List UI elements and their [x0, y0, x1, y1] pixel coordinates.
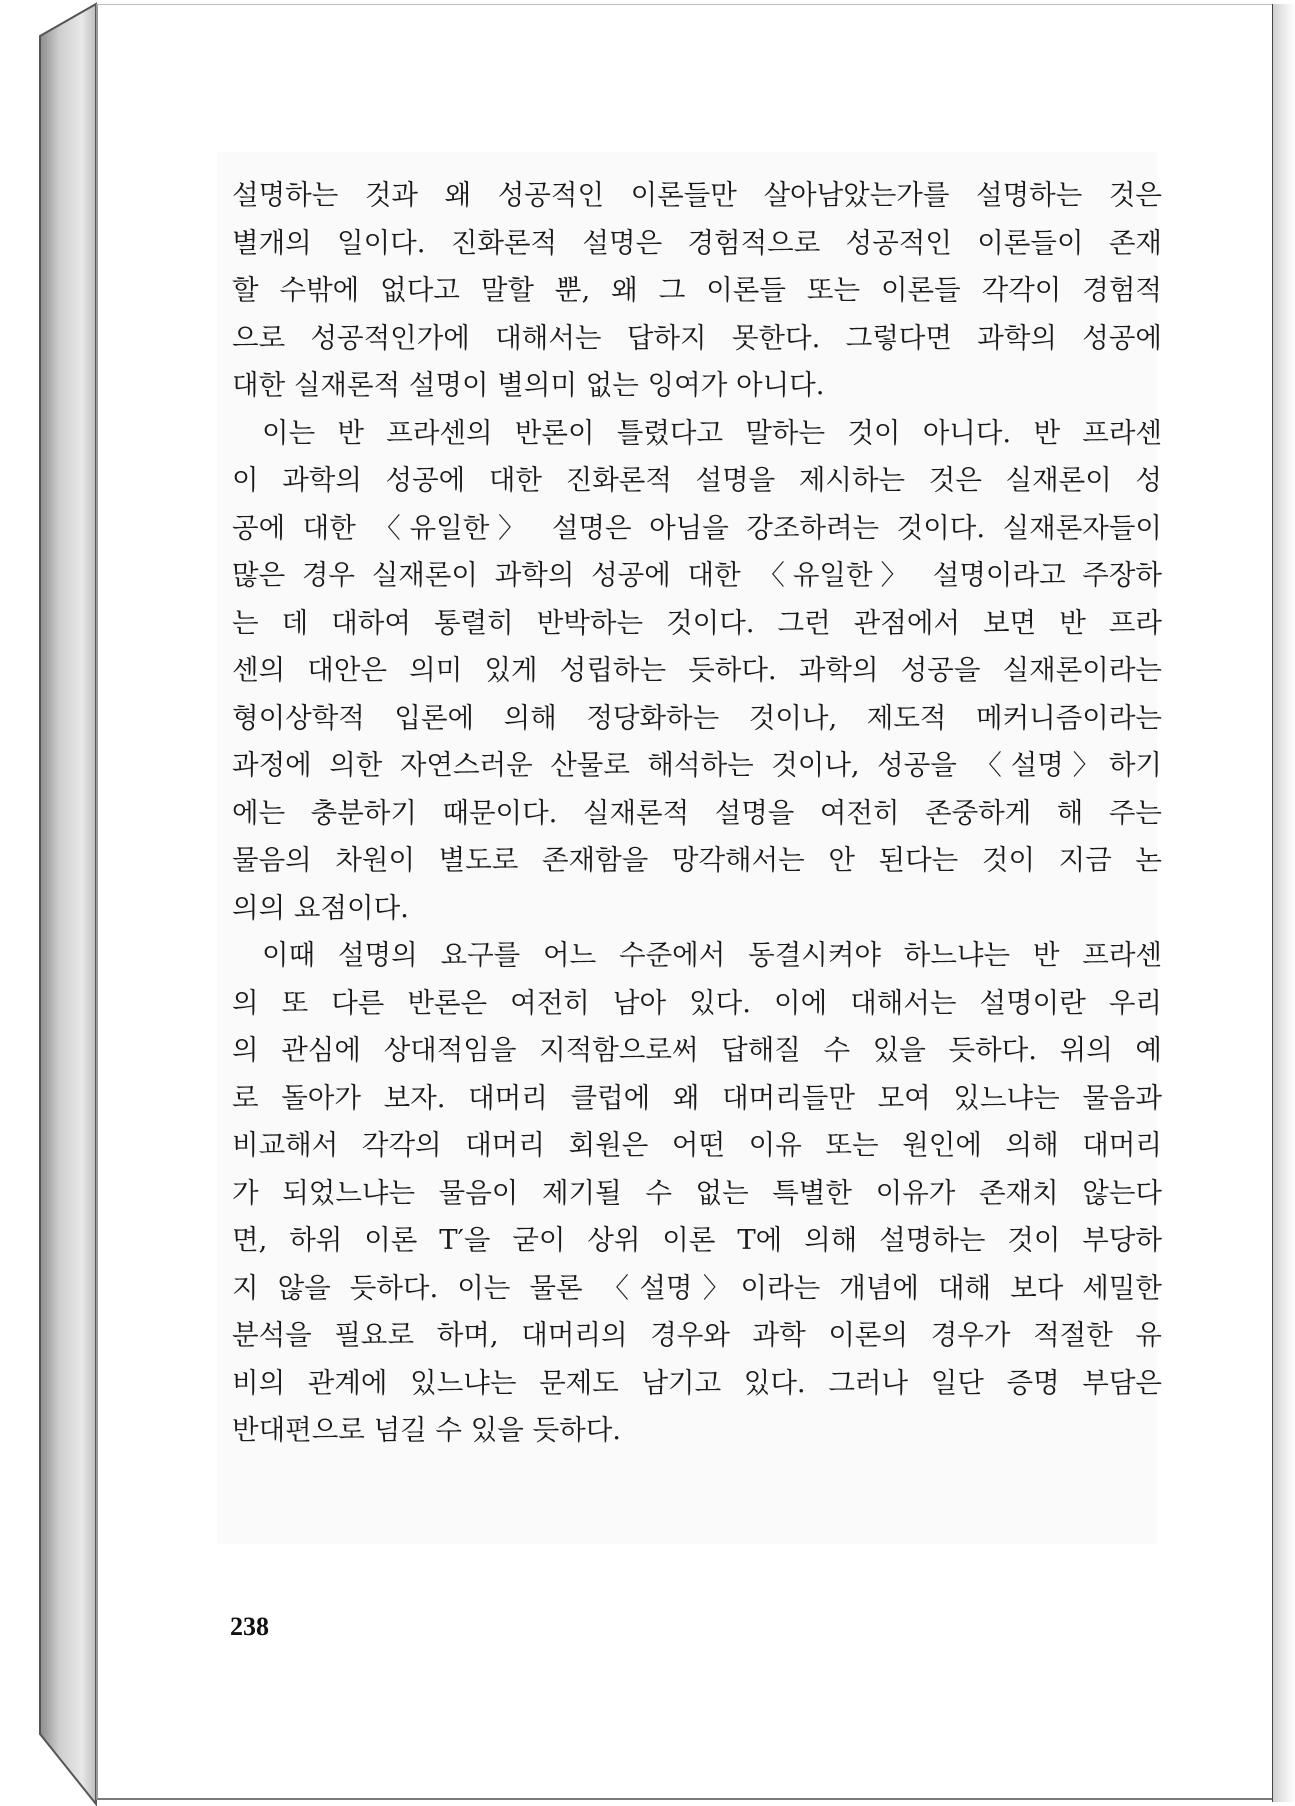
text-line: 지 않을 듯하다. 이는 물론 〈설명〉이라는 개념에 대해 보다 세밀한	[232, 1271, 1162, 1304]
text-line: 공에 대한 〈유일한〉 설명은 아님을 강조하려는 것이다. 실재론자들이	[232, 511, 1162, 544]
page-edge-shadow	[1272, 4, 1295, 1802]
text-line: 비의 관계에 있느냐는 문제도 남기고 있다. 그러나 일단 증명 부담은	[232, 1366, 1162, 1399]
text-line: 대한 실재론적 설명이 별의미 없는 잉여가 아니다.	[232, 369, 825, 401]
body-text	[232, 172, 1162, 1455]
text-line: 설명하는 것과 왜 성공적인 이론들만 살아남았는가를 설명하는 것은	[232, 179, 1162, 211]
text-line: 로 돌아가 보자. 대머리 클럽에 왜 대머리들만 모여 있느냐는 물음과	[232, 1081, 1162, 1114]
text-line: 별개의 일이다. 진화론적 설명은 경험적으로 성공적인 이론들이 존재	[232, 226, 1162, 259]
text-line: 이때 설명의 요구를 어느 수준에서 동결시켜야 하느냐는 반 프라센	[262, 939, 1162, 971]
paragraph-2	[232, 410, 1162, 933]
text-line: 많은 경우 실재론이 과학의 성공에 대한 〈유일한〉 설명이라고 주장하	[232, 559, 1162, 591]
text-line: 비교해서 각각의 대머리 회원은 어떤 이유 또는 원인에 의해 대머리	[232, 1129, 1162, 1161]
text-line: 이는 반 프라센의 반론이 틀렸다고 말하는 것이 아니다. 반 프라센	[262, 416, 1162, 449]
text-line: 의 관심에 상대적임을 지적함으로써 답해질 수 있을 듯하다. 위의 예	[232, 1034, 1162, 1066]
text-line: 형이상학적 입론에 의해 정당화하는 것이나, 제도적 메커니즘이라는	[232, 701, 1162, 734]
text-line: 반대편으로 넘길 수 있을 듯하다.	[232, 1414, 622, 1446]
text-line: 분석을 필요로 하며, 대머리의 경우와 과학 이론의 경우가 적절한 유	[232, 1319, 1162, 1351]
text-line: 에는 충분하기 때문이다. 실재론적 설명을 여전히 존중하게 해 주는	[232, 796, 1162, 829]
text-line: 면, 하위 이론 T′을 굳이 상위 이론 T에 의해 설명하는 것이 부당하	[232, 1224, 1162, 1256]
text-line: 과정에 의한 자연스러운 산물로 해석하는 것이나, 성공을 〈설명〉하기	[232, 749, 1162, 781]
page-number: 238	[230, 1612, 269, 1641]
text-line: 센의 대안은 의미 있게 성립하는 듯하다. 과학의 성공을 실재론이라는	[232, 654, 1162, 686]
text-line: 가 되었느냐는 물음이 제기될 수 없는 특별한 이유가 존재치 않는다	[232, 1176, 1162, 1209]
text-line: 의의 요점이다.	[232, 891, 409, 924]
text-line: 할 수밖에 없다고 말할 뿐, 왜 그 이론들 또는 이론들 각각이 경험적	[232, 274, 1162, 306]
paragraph-3	[232, 932, 1162, 1455]
text-line: 물음의 차원이 별도로 존재함을 망각해서는 안 된다는 것이 지금 논	[232, 844, 1162, 876]
text-line: 는 데 대하여 통렬히 반박하는 것이다. 그런 관점에서 보면 반 프라	[232, 606, 1162, 639]
text-line: 이 과학의 성공에 대한 진화론적 설명을 제시하는 것은 실재론이 성	[232, 464, 1162, 496]
text-line: 으로 성공적인가에 대해서는 답하지 못한다. 그렇다면 과학의 성공에	[232, 321, 1162, 354]
paragraph-1	[232, 172, 1162, 410]
text-line: 의 또 다른 반론은 여전히 남아 있다. 이에 대해서는 설명이란 우리	[232, 986, 1162, 1019]
